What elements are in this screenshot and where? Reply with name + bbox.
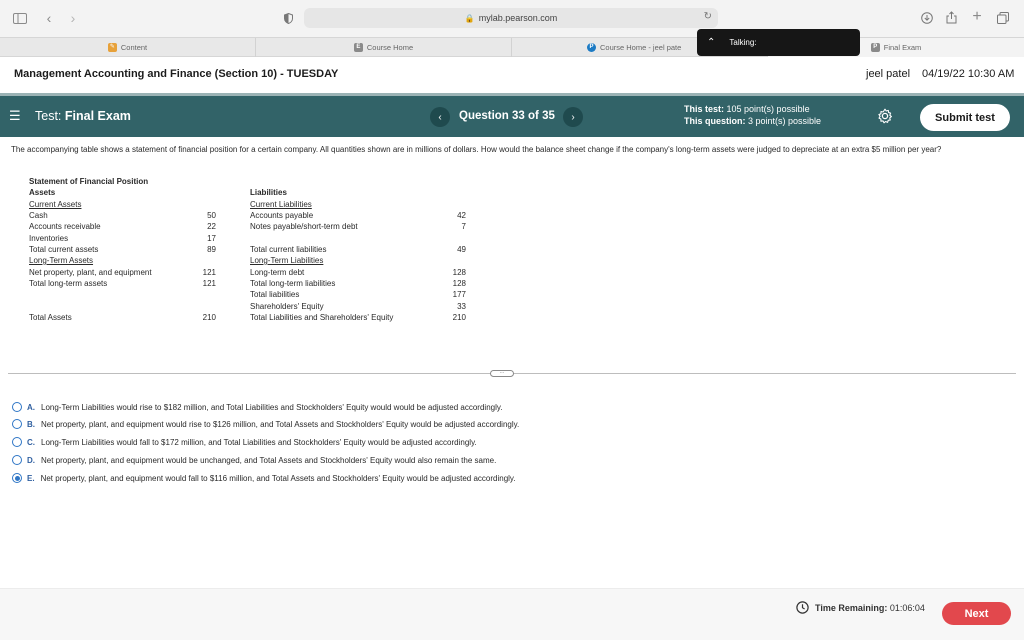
- test-title: [35, 109, 131, 123]
- question-counter: Question 33 of 35: [459, 110, 555, 122]
- tab-course-home[interactable]: [256, 38, 512, 57]
- liabilities-heading: Liabilities: [250, 188, 287, 197]
- sidebar-toggle-icon[interactable]: [12, 11, 28, 25]
- test-name: Final Exam: [64, 109, 131, 123]
- question-text: The accompanying table shows a statement of financial position for a certain company. All quantities shown are in millions of dollars. How would the balance sheet change if the company's long-term assets were judged to depreciate at an extra $5 million per year?: [11, 145, 942, 154]
- url-text: mylab.pearson.com: [478, 13, 558, 23]
- tab-label: Final Exam: [883, 43, 922, 52]
- tab-bar: [0, 37, 1024, 57]
- option-text: Net property, plant, and equipment would rise to $126 million, and Total Assets and Stockholders' Equity would be adjusted accordingly.: [41, 419, 520, 429]
- pencil-icon: ✎: [109, 44, 115, 50]
- previous-question-button[interactable]: ‹: [430, 107, 450, 127]
- address-bar[interactable]: [304, 8, 718, 28]
- option-text: Net property, plant, and equipment would be unchanged, and Total Assets and Stockholders' Equity would also remain the same.: [41, 455, 497, 465]
- total-current-liabilities-label: Total current liabilities: [250, 245, 327, 254]
- answer-option-d[interactable]: [12, 454, 496, 466]
- radio-button-selected[interactable]: [12, 473, 22, 483]
- total-liabilities-value: 177: [452, 290, 466, 299]
- talking-popup[interactable]: [697, 29, 860, 56]
- total-long-term-assets-label: Total long-term assets: [29, 279, 108, 288]
- option-text: Long-Term Liabilities would rise to $182 million, and Total Liabilities and Stockholders' Equity would would be adjusted accordingly.: [41, 402, 503, 412]
- footer-bar: [0, 588, 1024, 640]
- statement-title: Statement of Financial Position: [29, 177, 149, 186]
- total-liab-equity-label: Total Liabilities and Shareholders' Equity: [250, 313, 394, 322]
- tab-content[interactable]: [0, 38, 256, 57]
- e-icon: E: [354, 43, 363, 52]
- option-letter: B.: [27, 419, 35, 429]
- shareholders-equity-value: 33: [457, 302, 466, 311]
- long-term-debt-value: 128: [452, 268, 466, 277]
- option-letter: C.: [27, 437, 35, 447]
- total-long-term-liabilities-value: 128: [452, 279, 466, 288]
- answer-option-a[interactable]: [12, 401, 503, 413]
- long-term-liabilities-heading: Long-Term Liabilities: [250, 256, 324, 265]
- test-prefix: Test:: [35, 109, 62, 123]
- cash-value: 50: [207, 211, 216, 220]
- talking-label: Talking:: [729, 38, 757, 47]
- downloads-icon[interactable]: [920, 10, 934, 26]
- total-liab-equity-value: 210: [452, 313, 466, 322]
- current-assets-heading: Current Assets: [29, 200, 82, 209]
- option-letter: A.: [27, 402, 35, 412]
- user-name: jeel patel: [866, 68, 911, 80]
- reload-icon[interactable]: ↻: [703, 11, 712, 22]
- payable-label: Accounts payable: [250, 211, 314, 220]
- total-long-term-assets-value: 121: [202, 279, 216, 288]
- clock-icon: [796, 601, 809, 614]
- radio-button[interactable]: [12, 437, 22, 447]
- ppe-label: Net property, plant, and equipment: [29, 268, 152, 277]
- answer-option-c[interactable]: [12, 436, 477, 448]
- next-button[interactable]: Next: [942, 602, 1011, 625]
- ppe-value: 121: [202, 268, 216, 277]
- answer-option-e[interactable]: [12, 472, 516, 484]
- total-assets-value: 210: [202, 313, 216, 322]
- divider-handle[interactable]: ···: [490, 370, 514, 377]
- submit-test-button[interactable]: Submit test: [920, 104, 1010, 131]
- time-remaining: [815, 603, 925, 613]
- current-liabilities-heading: Current Liabilities: [250, 200, 312, 209]
- new-tab-icon[interactable]: +: [972, 8, 982, 25]
- this-test-value: 105 point(s) possible: [726, 104, 810, 114]
- tab-label: Content: [120, 43, 148, 52]
- total-current-assets-label: Total current assets: [29, 245, 99, 254]
- p-icon: P: [587, 43, 596, 52]
- receivable-value: 22: [207, 222, 216, 231]
- inventories-value: 17: [207, 234, 216, 243]
- menu-icon[interactable]: ☰: [9, 108, 21, 123]
- tab-overview-icon[interactable]: [996, 10, 1010, 26]
- tab-label: Course Home: [366, 43, 414, 52]
- radio-button[interactable]: [12, 419, 22, 429]
- answer-option-b[interactable]: [12, 418, 519, 430]
- radio-button[interactable]: [12, 455, 22, 465]
- time-label: Time Remaining:: [815, 603, 888, 613]
- cash-label: Cash: [29, 211, 48, 220]
- total-assets-label: Total Assets: [29, 313, 72, 322]
- long-term-debt-label: Long-term debt: [250, 268, 305, 277]
- browser-toolbar: [0, 0, 1024, 37]
- lock-icon: 🔒: [464, 13, 475, 23]
- total-liabilities-label: Total liabilities: [250, 290, 300, 299]
- radio-button[interactable]: [12, 402, 22, 412]
- total-long-term-liabilities-label: Total long-term liabilities: [250, 279, 336, 288]
- gear-icon[interactable]: [877, 108, 893, 124]
- p-square-icon: P: [871, 43, 880, 52]
- back-icon[interactable]: ‹: [46, 10, 52, 26]
- total-current-assets-value: 89: [207, 245, 216, 254]
- long-term-assets-heading: Long-Term Assets: [29, 256, 94, 265]
- option-text: Net property, plant, and equipment would fall to $116 million, and Total Assets and Stockholders' Equity would be adjusted accordingly.: [40, 473, 516, 483]
- assets-heading: Assets: [29, 188, 56, 197]
- tab-label: Course Home - jeel pate: [600, 43, 682, 52]
- option-letter: E.: [27, 473, 35, 483]
- this-question-value: 3 point(s) possible: [748, 116, 822, 126]
- inventories-label: Inventories: [29, 234, 69, 243]
- datetime: 04/19/22 10:30 AM: [922, 68, 1015, 80]
- payable-value: 42: [457, 211, 466, 220]
- share-icon[interactable]: [944, 9, 958, 25]
- course-title: Management Accounting and Finance (Section 10) - TUESDAY: [14, 68, 339, 80]
- next-question-button[interactable]: ›: [563, 107, 583, 127]
- chevron-up-icon[interactable]: ⌃: [707, 37, 716, 48]
- option-text: Long-Term Liabilities would fall to $172 million, and Total Liabilities and Stockholders' Equity would be adjusted accordingly.: [41, 437, 477, 447]
- time-value: 01:06:04: [889, 603, 925, 613]
- total-current-liabilities-value: 49: [457, 245, 466, 254]
- option-letter: D.: [27, 455, 35, 465]
- privacy-shield-icon[interactable]: [281, 10, 295, 26]
- notes-payable-label: Notes payable/short-term debt: [250, 222, 358, 231]
- receivable-label: Accounts receivable: [29, 222, 101, 231]
- this-question-label: This question:: [684, 116, 746, 126]
- forward-icon[interactable]: ›: [70, 10, 76, 26]
- this-test-label: This test:: [684, 104, 725, 114]
- test-header-bar: [0, 93, 1024, 137]
- points-info: [684, 103, 821, 127]
- notes-payable-value: 7: [461, 222, 466, 231]
- shareholders-equity-label: Shareholders' Equity: [250, 302, 324, 311]
